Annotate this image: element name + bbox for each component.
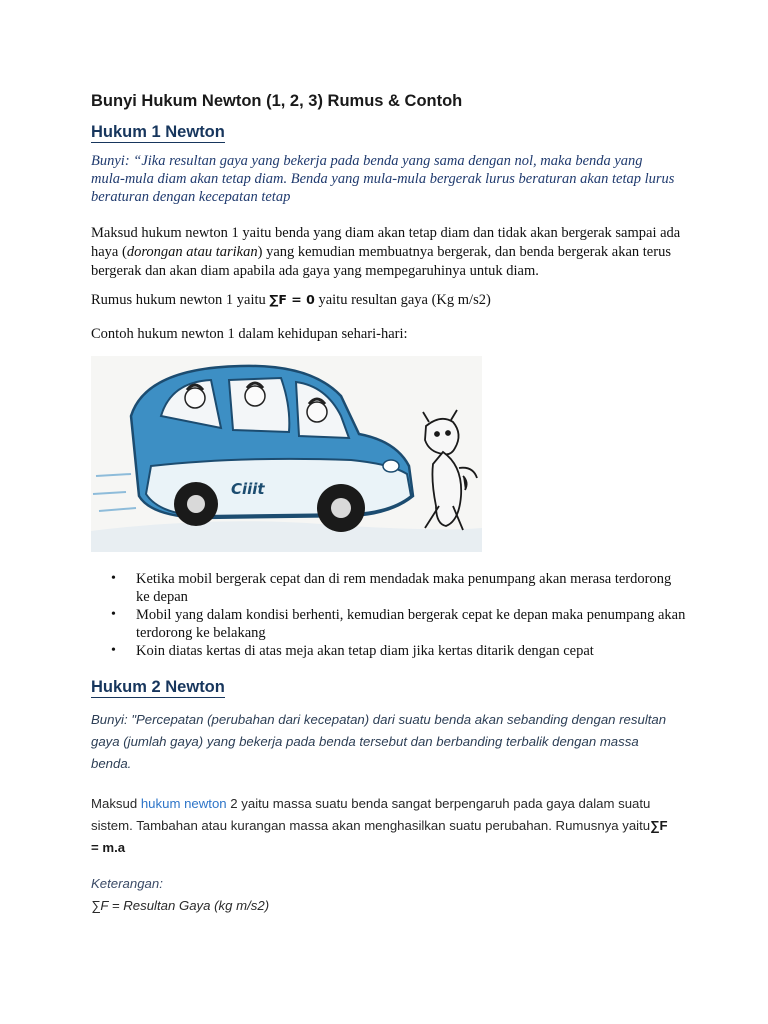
- passenger-2: [245, 386, 265, 406]
- hukum-newton-link[interactable]: hukum newton: [140, 796, 227, 811]
- rumus-hukum-1: [91, 290, 691, 310]
- car-braking-illustration: [91, 356, 482, 552]
- maksud-1-text-a: Maksud hukum newton 1 yaitu benda yang diam akan tetap diam dan tidak akan bergerak sampai ada haya (: [91, 225, 681, 260]
- ground-shape: [91, 521, 482, 552]
- cow-head: [425, 419, 459, 455]
- skid-sound-text: Ciiit: [231, 480, 265, 498]
- maksud-2-text-b: 2 yaitu massa suatu benda sangat berpengaruh pada gaya dalam suatu sistem. Tambahan atau kurangan massa akan menghasilkan suatu perubahan. Rumusnya yaitu: [91, 796, 651, 833]
- page-title: Bunyi Hukum Newton (1, 2, 3) Rumus & Contoh: [91, 92, 463, 110]
- rumus-1-text-a: Rumus hukum newton 1 yaitu: [91, 292, 270, 308]
- cow: [423, 410, 477, 530]
- maksud-2-text-a: Maksud: [91, 796, 141, 811]
- contoh-list: [108, 570, 688, 660]
- keterangan-resultan-gaya: ∑F = Resultan Gaya (kg m/s2): [91, 898, 270, 913]
- heading-hukum-1: Hukum 1 Newton: [91, 123, 225, 141]
- bullet-dot: •: [111, 571, 116, 586]
- motion-lines: [93, 474, 136, 511]
- bullet-dot: •: [111, 607, 116, 622]
- car-cow-drawing: [91, 356, 482, 552]
- list-item-text: Mobil yang dalam kondisi berhenti, kemudian bergerak cepat ke depan maka penumpang akan terdorong ke belakang: [136, 607, 686, 641]
- maksud-hukum-1: [91, 224, 691, 281]
- keterangan-label: Keterangan:: [91, 876, 163, 891]
- rumus-1-text-b: yaitu resultan gaya (Kg m/s2): [314, 292, 491, 308]
- passenger-1: [185, 388, 205, 408]
- bullet-dot: •: [111, 643, 116, 658]
- contoh-hukum-1-intro: Contoh hukum newton 1 dalam kehidupan sehari-hari:: [91, 326, 408, 342]
- rumus-1-formula: ∑F = 0: [269, 292, 315, 307]
- list-item: [108, 606, 688, 642]
- driver: [307, 402, 327, 422]
- list-item: [108, 570, 688, 606]
- maksud-hukum-2: [91, 793, 676, 859]
- list-item-text: Ketika mobil bergerak cepat dan di rem mendadak maka penumpang akan merasa terdorong ke depan: [136, 571, 672, 605]
- headlight: [383, 460, 399, 472]
- bunyi-hukum-2: Bunyi: "Percepatan (perubahan dari kecepatan) dari suatu benda akan sebanding dengan resultan gaya (jumlah gaya) yang bekerja pada benda tersebut dan berbanding terbalik dengan massa benda.: [91, 712, 667, 771]
- maksud-1-italic: dorongan atau tarikan: [126, 244, 258, 260]
- bunyi-hukum-1: Bunyi: “Jika resultan gaya yang bekerja pada benda yang sama dengan nol, maka benda yang mula-mula diam akan tetap diam. Benda yang mula-mula bergerak lurus beraturan akan tetap lurus beraturan dengan kecepatan tetap: [91, 153, 675, 205]
- list-item-text: Koin diatas kertas di atas meja akan tetap diam jika kertas ditarik dengan cepat: [136, 643, 594, 659]
- maksud-1-text-b: ) yang kemudian membuatnya bergerak, dan benda bergerak akan terus bergerak dan akan diam apabila ada gaya yang mempegaruhinya untuk diam.: [91, 244, 671, 279]
- list-item: [108, 642, 688, 660]
- rumus-2-formula: ∑F = m.a: [91, 818, 668, 855]
- heading-hukum-2: Hukum 2 Newton: [91, 678, 225, 696]
